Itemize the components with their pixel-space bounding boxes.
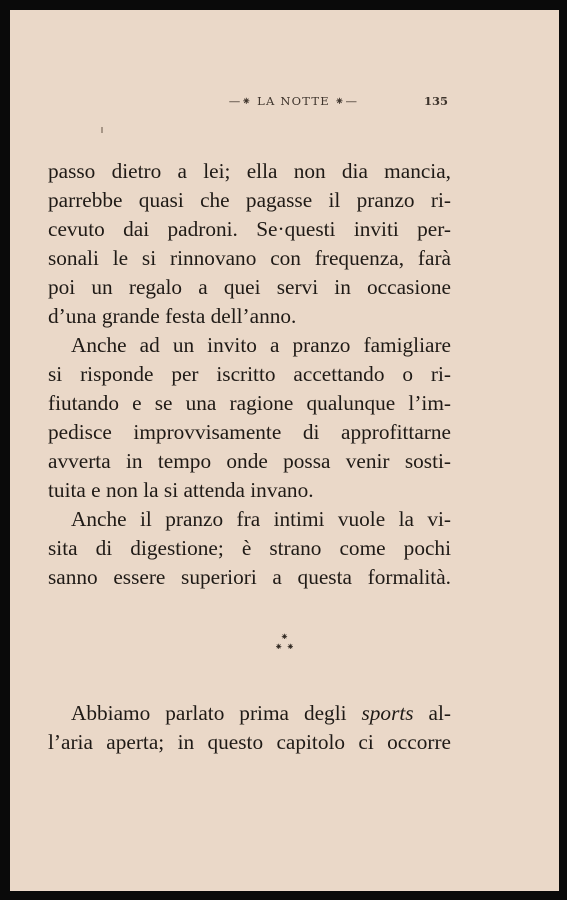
asterism-top: ⁕ <box>280 632 289 643</box>
page-number: 135 <box>423 94 448 108</box>
text-line: cevuto dai padroni. Se·questi inviti per- <box>48 217 451 241</box>
body-text-bottom <box>48 699 451 757</box>
running-head: —⁕ LA NOTTE ⁕— <box>228 94 359 108</box>
text-line: tuita e non la si attenda invano. <box>48 478 314 502</box>
text-segment: Abbiamo parlato prima degli <box>71 701 362 725</box>
text-line: poi un regalo a quei servi in occasione <box>48 275 451 299</box>
body-text-top <box>48 157 451 592</box>
page-header <box>10 94 559 114</box>
text-line: avverta in tempo onde possa venir sosti- <box>48 449 451 473</box>
text-line: passo dietro a lei; ella non dia mancia, <box>48 159 451 183</box>
text-line: si risponde per iscritto accettando o ri- <box>48 362 451 386</box>
book-page <box>10 10 559 891</box>
text-line: sonali le si rinnovano con frequenza, farà <box>48 246 451 270</box>
text-line: l’aria aperta; in questo capitolo ci occorre <box>48 730 451 754</box>
text-line: fiutando e se una ragione qualunque l’im- <box>48 391 451 415</box>
text-line: parrebbe quasi che pagasse il pranzo ri- <box>48 188 451 212</box>
text-line: sita di digestione; è strano come pochi <box>48 536 451 560</box>
asterism-ornament <box>10 633 559 653</box>
text-line: sanno essere superiori a questa formalità. <box>48 565 451 589</box>
text-segment: al- <box>413 701 451 725</box>
asterism-bottom: ⁕ ⁕ <box>274 642 295 653</box>
text-line: d’una grande festa dell’anno. <box>48 304 297 328</box>
italic-word: sports <box>361 701 414 725</box>
text-line: pedisce improvvisamente di approfittarne <box>48 420 451 444</box>
text-line: Anche ad un invito a pranzo famigliare <box>71 333 451 357</box>
ink-speck <box>101 127 103 133</box>
text-line: Anche il pranzo fra intimi vuole la vi- <box>71 507 451 531</box>
text-line <box>48 699 451 728</box>
